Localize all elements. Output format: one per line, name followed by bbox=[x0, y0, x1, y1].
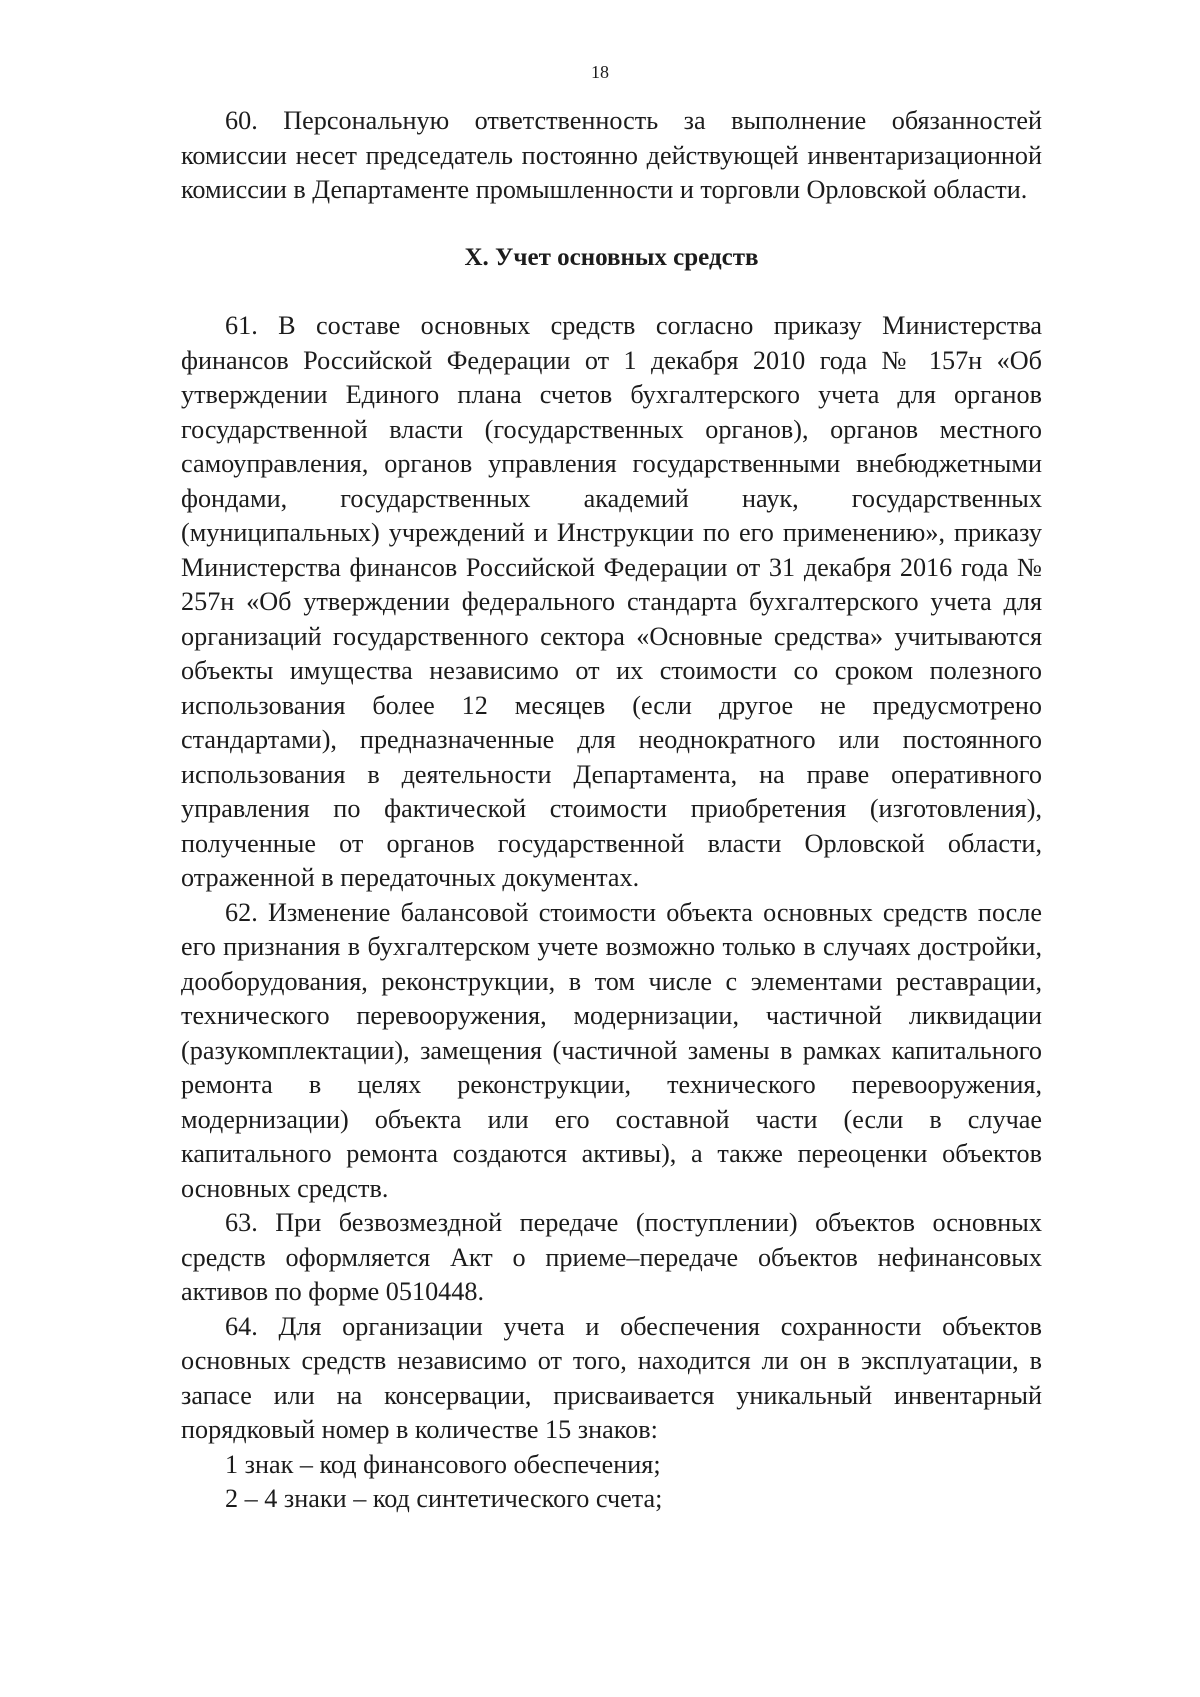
list-item-2: 2 – 4 знаки – код синтетического счета; bbox=[225, 1484, 663, 1513]
section-heading: X. Учет основных средств bbox=[464, 243, 759, 271]
paragraph-61: 61. В составе основных средств согласно приказу Министерства финансов Российской Федерации от 1 декабря 2010 года № 157н «Об утверждении Единого плана счетов бухгалтерского учета для органов государственной власти (государственных органов), органов местного самоуправления, органов управления государственными внебюджетными фондами, государственных академий наук, государственных (муниципальных) учреждений и Инструкции по его применению», приказу Министерства финансов Российской Федерации от 31 декабря 2016 года № 257н «Об утверждении федерального стандарта бухгалтерского учета для организаций государственного сектора «Основные средства» учитываются объекты имущества независимо от их стоимости со сроком полезного использования более 12 месяцев (если другое не предусмотрено стандартами), предназначенные для неоднократного или постоянного использования в деятельности Департамента, на праве оперативного управления по фактической стоимости приобретения (изготовления), полученные от органов государственной власти Орловской области, отраженной в передаточных документах. bbox=[181, 311, 1042, 892]
document-body bbox=[181, 104, 1042, 1517]
list-item-1: 1 знак – код финансового обеспечения; bbox=[225, 1449, 661, 1479]
paragraph-64: 64. Для организации учета и обеспечения сохранности объектов основных средств независимо от того, находится ли он в эксплуатации, в запасе или на консервации, присваивается уникальный инвентарный порядковый номер в количестве 15 знаков: bbox=[181, 1311, 1042, 1444]
paragraph-63: 63. При безвозмездной передаче (поступлении) объектов основных средств оформляется Акт о приеме–передаче объектов нефинансовых активов по форме 0510448. bbox=[181, 1208, 1042, 1306]
page-number: 18 bbox=[591, 62, 609, 82]
paragraph-62: 62. Изменение балансовой стоимости объекта основных средств после его признания в бухгалтерском учете возможно только в случаях достройки, дооборудования, реконструкции, в том числе с элементами реставрации, технического перевооружения, модернизации, частичной ликвидации (разукомплектации), замещения (частичной замены в рамках капитального ремонта в целях реконструкции, технического перевооружения, модернизации) объекта или его составной части (если в случае капитального ремонта создаются активы), а также переоценки объектов основных средств. bbox=[181, 897, 1042, 1203]
paragraph-60: 60. Персональную ответственность за выполнение обязанностей комиссии несет председатель постоянно действующей инвентаризационной комиссии в Департаменте промышленности и торговли Орловской области. bbox=[181, 106, 1042, 204]
